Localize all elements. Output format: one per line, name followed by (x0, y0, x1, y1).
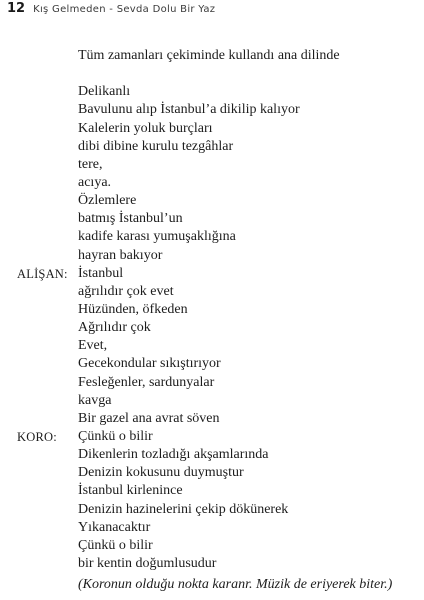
poem-line: Dikenlerin tozladığı akşamlarında (78, 447, 269, 463)
poem-intro-line: Tüm zamanları çekiminde kullandı ana dilinde (78, 48, 340, 63)
poem-line: tere, (78, 156, 103, 172)
poem-line: dibi dibine kurulu tezgâhlar (78, 138, 234, 154)
poem-line: kavga (78, 392, 112, 408)
poem-line: Evet, (78, 338, 108, 354)
poem-line: Gecekondular sıkıştırıyor (78, 356, 221, 372)
poem-line: kadife karası yumuşaklığına (78, 229, 236, 245)
poem-line: Hüzünden, öfkeden (78, 301, 188, 317)
poem-line: Çünkü o bilir (78, 428, 153, 444)
poem-line: acıya. (78, 174, 112, 190)
poem-line: Ağrılıdır çok (78, 320, 151, 336)
poem-line: Denizin kokusunu duymuştur (78, 465, 244, 481)
poem-line: Kalelerin yoluk burçları (78, 120, 213, 136)
poem-line: Çünkü o bilir (78, 537, 153, 553)
speaker-alisan: ALİŞAN: (17, 266, 68, 281)
stanza-break (0, 65, 424, 83)
running-title: Kış Gelmeden - Sevda Dolu Bir Yaz (33, 4, 216, 15)
poem-line: İstanbul kirlenince (78, 483, 183, 499)
poem-line: Denizin hazinelerini çekip dökünerek (78, 501, 289, 517)
speaker-koro: KORO: (17, 429, 57, 444)
poem-line: Bavulunu alıp İstanbul’a dikilip kalıyor (78, 102, 300, 118)
poem-line: Özlemlere (78, 193, 137, 209)
poem-line: ağrılıdır çok evet (78, 283, 174, 299)
poem-line-with-speaker (0, 428, 424, 446)
poem-line: batmış İstanbul’un (78, 211, 183, 227)
poem-line: Yıkanacaktır (78, 519, 151, 535)
poem-body (0, 47, 424, 594)
poem-line: İstanbul (78, 265, 124, 281)
stage-direction: (Koronun olduğu nokta karanr. Müzik de eriyerek biter.) (78, 577, 393, 593)
page-number: 12 (7, 1, 26, 16)
poem-line-with-speaker (0, 265, 424, 283)
poem-line: hayran bakıyor (78, 247, 163, 263)
poem-line: Bir gazel ana avrat söven (78, 410, 220, 426)
poem-line: Fesleğenler, sardunyalar (78, 374, 215, 390)
poem-line: Delikanlı (78, 84, 131, 100)
page-header (7, 1, 215, 17)
poem-line: bir kentin doğumlusudur (78, 555, 217, 571)
